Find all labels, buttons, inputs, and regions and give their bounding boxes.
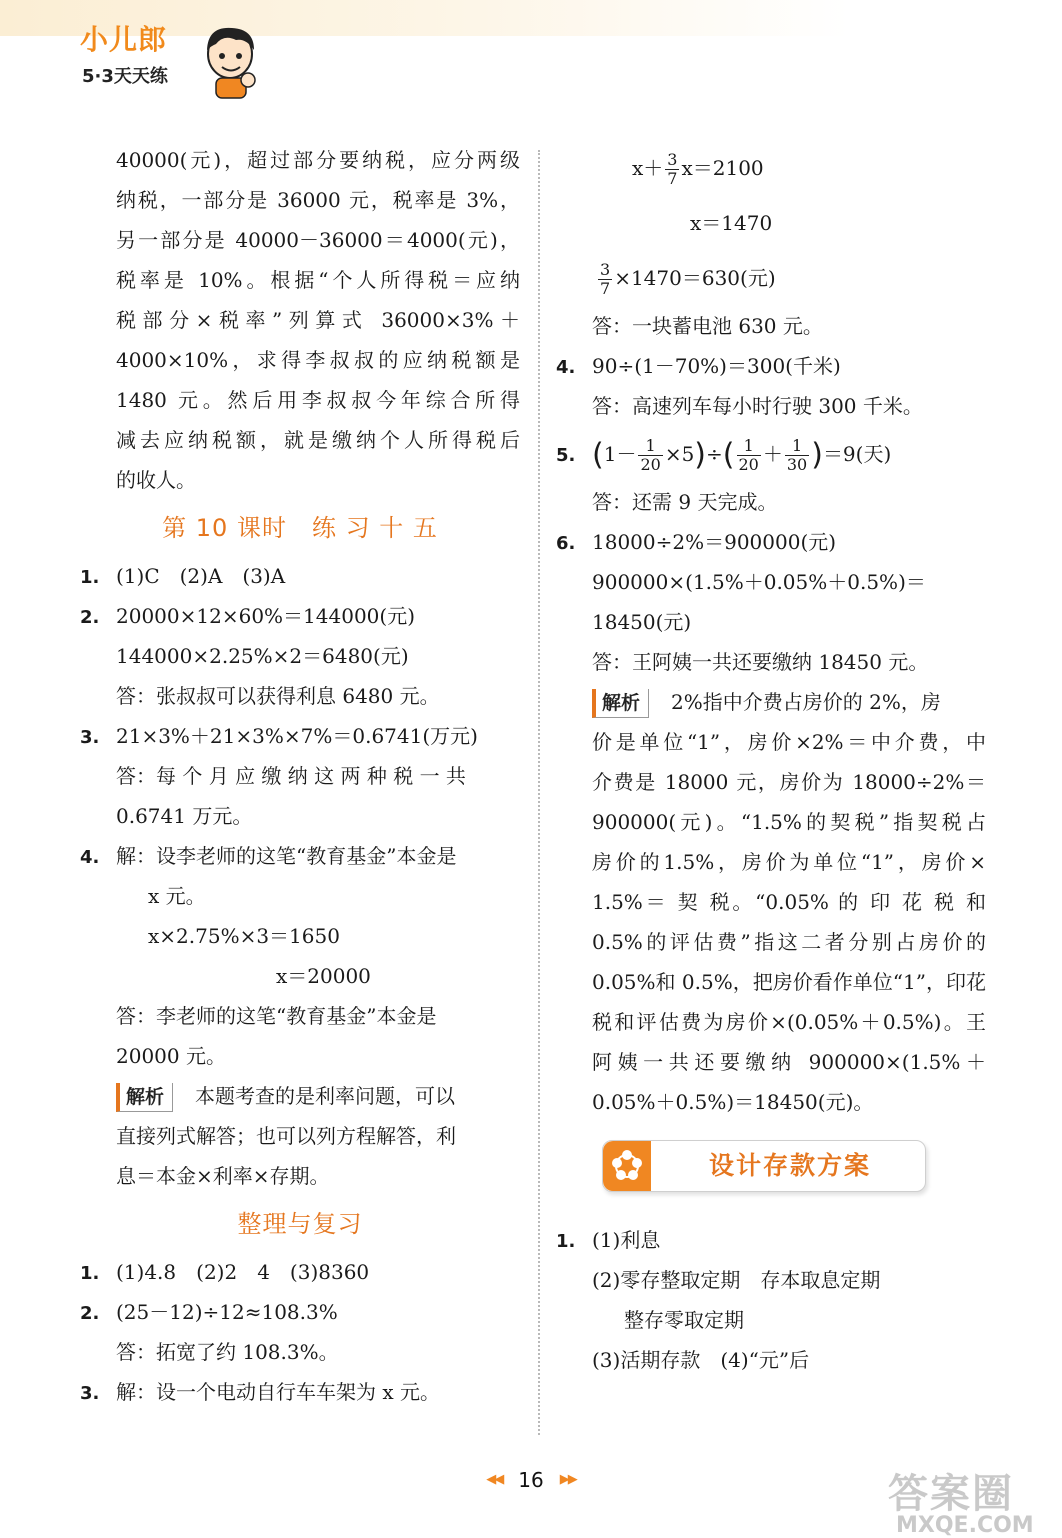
equation: x＝1470 bbox=[690, 211, 773, 235]
intro-line: 1480 元。然后用李叔叔今年综合所得 bbox=[116, 388, 520, 412]
fraction-numerator: 1 bbox=[638, 437, 662, 456]
analysis-text: 900000(元)。“1.5%的契税”指契税占 bbox=[592, 810, 986, 834]
fraction-numerator: 3 bbox=[600, 260, 611, 279]
question-6 bbox=[556, 522, 986, 562]
solution-text: 解：设一个电动自行车车架为 x 元。 bbox=[116, 1380, 440, 1404]
design-question-1 bbox=[556, 1220, 986, 1260]
question-number: 4. bbox=[556, 357, 576, 378]
question-3 bbox=[80, 716, 520, 756]
review-question-1 bbox=[80, 1252, 520, 1292]
page-number: 16 bbox=[518, 1467, 544, 1492]
answer-text: (3)活期存款 (4)“元”后 bbox=[592, 1348, 810, 1372]
paren: ( bbox=[592, 437, 604, 473]
question-2 bbox=[80, 596, 520, 636]
fraction bbox=[638, 437, 662, 474]
analysis-text: 0.05%＋0.5%)＝18450(元)。 bbox=[592, 1090, 874, 1114]
paren: ) bbox=[811, 437, 823, 473]
watermark-url: MXQE.COM bbox=[896, 1513, 1034, 1538]
intro-line: 税部分×税率”列算式 36000×3%＋ bbox=[116, 308, 520, 332]
answer-line: 0.6741 万元。 bbox=[116, 804, 253, 828]
brand-logo bbox=[80, 18, 260, 98]
answer-line: 20000 元。 bbox=[116, 1044, 226, 1068]
answer-text: 整存零取定期 bbox=[624, 1308, 744, 1332]
question-number: 4. bbox=[80, 847, 100, 868]
intro-line: 4000×10%，求得李叔叔的应纳税额是 bbox=[116, 348, 520, 372]
equation: 900000×(1.5%＋0.05%＋0.5%)＝ bbox=[592, 570, 926, 594]
equation bbox=[556, 250, 986, 306]
equation: 18450(元) bbox=[592, 610, 692, 634]
answer-line: 答：一块蓄电池 630 元。 bbox=[592, 314, 823, 338]
question-4 bbox=[80, 836, 520, 876]
equation: 90÷(1－70%)＝300(千米) bbox=[592, 354, 841, 378]
analysis-tag: 解析 bbox=[592, 689, 649, 718]
fraction-denominator: 30 bbox=[786, 455, 808, 474]
solution-text: x 元。 bbox=[148, 884, 206, 908]
question-number: 6. bbox=[556, 533, 576, 554]
question-number: 3. bbox=[80, 1383, 100, 1404]
equation-part: ×5 bbox=[664, 442, 695, 466]
flower-icon bbox=[603, 1141, 651, 1191]
fraction-numerator: 3 bbox=[667, 150, 678, 169]
intro-line: 纳税，一部分是 36000 元，税率是 3%， bbox=[116, 188, 520, 212]
analysis-text: 息＝本金×利率×存期。 bbox=[116, 1164, 330, 1188]
watermark-text: 答案圈 bbox=[888, 1471, 1014, 1517]
answer-line: 答：李老师的这笔“教育基金”本金是 bbox=[116, 1004, 437, 1028]
watermark bbox=[888, 1462, 1038, 1538]
analysis-text: 价是单位“1”，房价×2%＝中介费，中 bbox=[592, 730, 986, 754]
analysis-text: 0.05%和 0.5%，把房价看作单位“1”，印花 bbox=[592, 970, 986, 994]
intro-paragraph bbox=[80, 140, 520, 500]
fraction-denominator: 20 bbox=[640, 455, 661, 474]
review-question-3 bbox=[80, 1372, 520, 1412]
fraction bbox=[737, 437, 761, 474]
equation-part: x＝2100 bbox=[681, 156, 764, 180]
question-number: 2. bbox=[80, 607, 100, 628]
analysis-tag: 解析 bbox=[116, 1083, 173, 1112]
intro-line: 税率是 10%。根据“个人所得税＝应纳 bbox=[116, 268, 520, 292]
mascot-boy-icon bbox=[198, 20, 264, 102]
question-number: 3. bbox=[80, 727, 100, 748]
question-4 bbox=[556, 346, 986, 386]
paren: ( bbox=[722, 437, 735, 473]
question-number: 1. bbox=[80, 1263, 100, 1284]
analysis-block bbox=[80, 1076, 520, 1116]
question-5 bbox=[556, 426, 986, 482]
analysis-text: 本题考查的是利率问题，可以 bbox=[195, 1084, 456, 1108]
fraction bbox=[785, 437, 809, 474]
answer-line: 答：还需 9 天完成。 bbox=[592, 490, 778, 514]
answer-line: 答：高速列车每小时行驶 300 千米。 bbox=[592, 394, 923, 418]
equation bbox=[556, 140, 986, 196]
equation: 20000×12×60%＝144000(元) bbox=[116, 604, 415, 628]
fraction-numerator: 1 bbox=[785, 437, 809, 456]
answer-text: (2)零存整取定期 存本取息定期 bbox=[592, 1268, 881, 1292]
answer-line: 答：拓宽了约 108.3%。 bbox=[116, 1340, 339, 1364]
answer-line: 答：每 个 月 应 缴 纳 这 两 种 税 一 共 bbox=[116, 764, 466, 788]
answer-text: (1)利息 bbox=[592, 1228, 661, 1252]
solution-text: 解：设李老师的这笔“教育基金”本金是 bbox=[116, 844, 457, 868]
equation: 144000×2.25%×2＝6480(元) bbox=[116, 644, 409, 668]
intro-line: 40000(元)，超过部分要纳税，应分两级 bbox=[116, 148, 520, 172]
equation-part: ＋ bbox=[762, 442, 783, 466]
analysis-text: 税和评估费为房价×(0.05%＋0.5%)。王 bbox=[592, 1010, 986, 1034]
equation-part: ÷ bbox=[706, 442, 723, 466]
answer-line: 答：王阿姨一共还要缴纳 18450 元。 bbox=[592, 650, 929, 674]
equation: 21×3%＋21×3%×7%＝0.6741(万元) bbox=[116, 724, 478, 748]
review-question-2 bbox=[80, 1292, 520, 1332]
equation-part: ＝9(天) bbox=[822, 442, 892, 466]
column-divider bbox=[538, 150, 540, 1435]
right-column bbox=[556, 140, 986, 1380]
question-1 bbox=[80, 556, 520, 596]
intro-line: 的收人。 bbox=[116, 468, 196, 492]
fraction-numerator: 1 bbox=[737, 437, 761, 456]
section-title-review: 整理与复习 bbox=[237, 1210, 363, 1238]
equation: (25－12)÷12≈108.3% bbox=[116, 1300, 338, 1324]
analysis-text: 房价的1.5%，房价为单位“1”，房价× bbox=[592, 850, 986, 874]
analysis-text: 阿姨一共还要缴纳 900000×(1.5%＋ bbox=[592, 1050, 986, 1074]
banner-title: 设计存款方案 bbox=[708, 1151, 871, 1180]
question-number: 1. bbox=[80, 567, 100, 588]
paren: ) bbox=[694, 437, 707, 473]
intro-line: 减去应纳税额，就是缴纳个人所得税后 bbox=[116, 428, 520, 452]
prev-arrows-icon: ◀◀ bbox=[486, 1472, 503, 1487]
fraction bbox=[598, 261, 612, 298]
equation: x＝20000 bbox=[276, 964, 371, 988]
section-title-lesson10: 第 10 课时 练 习 十 五 bbox=[162, 514, 438, 542]
equation-part: x＋ bbox=[632, 156, 664, 180]
analysis-text: 介费是 18000 元，房价为 18000÷2%＝ bbox=[592, 770, 986, 794]
question-text: (1)4.8 (2)2 4 (3)8360 bbox=[116, 1260, 370, 1284]
question-number: 2. bbox=[80, 1303, 100, 1324]
analysis-text: 0.5%的评估费”指这二者分别占房价的 bbox=[592, 930, 986, 954]
analysis-block bbox=[556, 682, 986, 722]
fraction-denominator: 20 bbox=[738, 455, 759, 474]
analysis-text: 直接列式解答；也可以列方程解答，利 bbox=[116, 1124, 456, 1148]
intro-line: 另一部分是 40000－36000＝4000(元)， bbox=[116, 228, 520, 252]
equation: 18000÷2%＝900000(元) bbox=[592, 530, 837, 554]
logo-sub-text: 5·3天天练 bbox=[82, 66, 168, 87]
logo-main-text: 小儿郎 bbox=[80, 23, 168, 56]
left-column bbox=[80, 140, 520, 1412]
question-number: 1. bbox=[556, 1231, 576, 1252]
section-banner bbox=[602, 1140, 926, 1192]
question-number: 5. bbox=[556, 445, 576, 466]
fraction bbox=[665, 151, 679, 188]
equation-part: ×1470＝630(元) bbox=[614, 266, 776, 290]
fraction-denominator: 7 bbox=[600, 279, 611, 298]
question-text: (1)C (2)A (3)A bbox=[116, 564, 286, 588]
equation: x×2.75%×3＝1650 bbox=[148, 924, 340, 948]
answer-line: 答：张叔叔可以获得利息 6480 元。 bbox=[116, 684, 440, 708]
equation-part: 1－ bbox=[603, 442, 637, 466]
analysis-text: 1.5%＝ 契 税。“0.05% 的 印 花 税 和 bbox=[592, 890, 986, 914]
fraction-denominator: 7 bbox=[667, 169, 678, 188]
analysis-text: 2%指中介费占房价的 2%，房 bbox=[671, 690, 941, 714]
next-arrows-icon: ▶▶ bbox=[559, 1472, 576, 1487]
